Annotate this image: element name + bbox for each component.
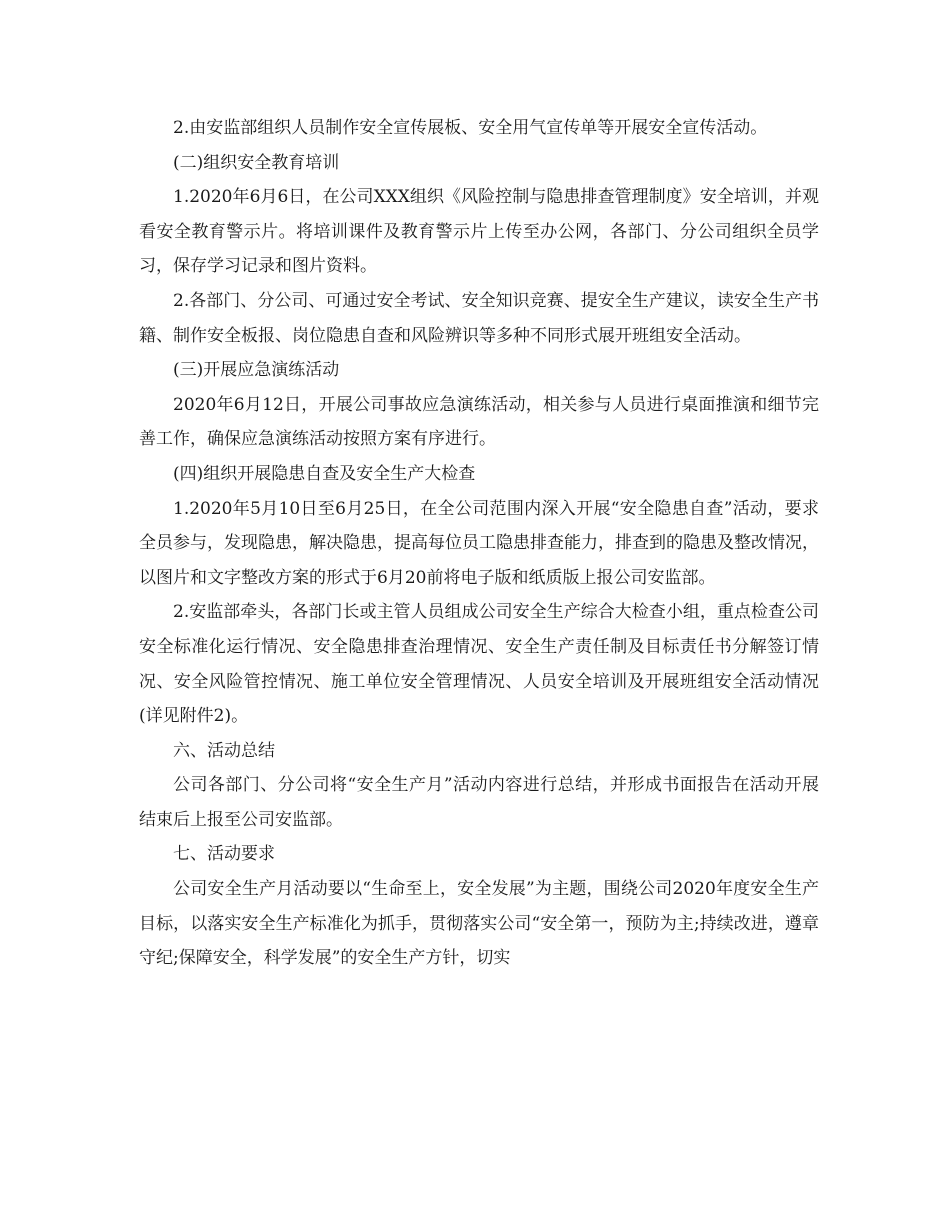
paragraph-inspection-team: 2.安监部牵头，各部门长或主管人员组成公司安全生产综合大检查小组，重点检查公司安全标准化运行情况、安全隐患排查治理情况、安全生产责任制及目标责任书分解签订情况、安全风险管控情况、施工单位安全管理情况、人员安全培训及开展班组安全活动情况(详见附件2)。 xyxy=(139,602,819,727)
heading-activity-requirements: 七、活动要求 xyxy=(173,844,275,865)
paragraph-requirements-theme: 公司安全生产月活动要以“生命至上，安全发展”为主题，围绕公司2020年度安全生产目标，以落实安全生产标准化为抓手，贯彻落实公司“安全第一，预防为主;持续改进，遵章守纪;保障安全，科学发展”的安全生产方针，切实 xyxy=(139,879,819,969)
paragraph-drill-june-12: 2020年6月12日，开展公司事故应急演练活动，相关参与人员进行桌面推演和细节完善工作，确保应急演练活动按照方案有序进行。 xyxy=(139,394,819,450)
paragraph-training-june-6: 1.2020年6月6日，在公司XXX组织《风险控制与隐患排查管理制度》安全培训，并观看安全教育警示片。将培训课件及教育警示片上传至办公网，各部门、分公司组织全员学习，保存学习记录和图片资料。 xyxy=(139,187,819,277)
document-body xyxy=(139,111,819,976)
paragraph-summary-report: 公司各部门、分公司将“安全生产月”活动内容进行总结，并形成书面报告在活动开展结束后上报至公司安监部。 xyxy=(139,775,819,830)
heading-hazard-inspection: (四)组织开展隐患自查及安全生产大检查 xyxy=(173,463,476,484)
paragraph-hazard-self-check: 1.2020年5月10日至6月25日，在全公司范围内深入开展“安全隐患自查”活动，要求全员参与，发现隐患，解决隐患，提高每位员工隐患排查能力，排查到的隐患及整改情况，以图片和文字整改方案的形式于6月20前将电子版和纸质版上报公司安监部。 xyxy=(139,498,819,588)
paragraph-publicity-boards: 2.由安监部组织人员制作安全宣传展板、安全用气宣传单等开展安全宣传活动。 xyxy=(173,118,768,138)
heading-safety-training: (二)组织安全教育培训 xyxy=(173,152,340,173)
paragraph-department-activities: 2.各部门、分公司、可通过安全考试、安全知识竞赛、提安全生产建议，读安全生产书籍、制作安全板报、岗位隐患自查和风险辨识等多种不同形式展开班组安全活动。 xyxy=(139,290,819,346)
heading-activity-summary: 六、活动总结 xyxy=(173,740,275,761)
heading-emergency-drill: (三)开展应急演练活动 xyxy=(173,360,340,381)
